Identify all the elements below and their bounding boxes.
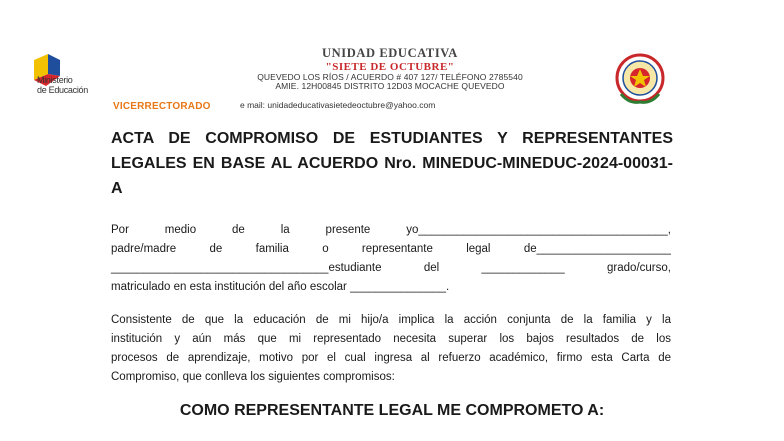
word: de bbox=[631, 333, 645, 345]
word: los bbox=[656, 333, 671, 345]
word: necesita bbox=[393, 333, 437, 345]
word: ingresa bbox=[374, 352, 413, 364]
consent-line-1 bbox=[111, 311, 671, 330]
word: esta bbox=[590, 352, 613, 364]
word: la bbox=[583, 314, 593, 326]
word: padre/madre bbox=[111, 243, 177, 255]
word: familia bbox=[255, 243, 289, 255]
word: procesos bbox=[111, 352, 158, 364]
word: presente bbox=[325, 224, 371, 236]
consent-line-2 bbox=[111, 330, 671, 349]
word: que bbox=[257, 333, 277, 345]
address-line-1: QUEVEDO LOS RÍOS / ACUERDO # 407 127/ TELÉFONO 2785540 bbox=[257, 72, 523, 82]
word: o bbox=[322, 243, 329, 255]
word: motivo bbox=[259, 352, 294, 364]
word: Por bbox=[111, 224, 129, 236]
student-blank: de_____________________ bbox=[523, 243, 671, 255]
word: superar bbox=[448, 333, 488, 345]
ministry-logo-line-1: Ministerio bbox=[37, 75, 73, 85]
word: del bbox=[423, 262, 440, 274]
word: el bbox=[326, 352, 336, 364]
school-seal-icon bbox=[615, 52, 665, 107]
school-header bbox=[230, 46, 550, 91]
intro-line-2 bbox=[111, 240, 671, 259]
student-name-blank: __________________________________estudiante bbox=[111, 262, 382, 274]
intro-line-3 bbox=[111, 259, 671, 278]
word: implica bbox=[398, 314, 435, 326]
intro-line-1 bbox=[111, 221, 671, 240]
document-title: ACTA DE COMPROMISO DE ESTUDIANTES Y REPRESENTANTES LEGALES EN BASE AL ACUERDO Nro. MINEDUC-MINEDUC-2024-00031-A bbox=[111, 130, 673, 197]
word: hijo/a bbox=[361, 314, 389, 326]
ministry-logo-text bbox=[37, 75, 88, 95]
word: representado bbox=[313, 333, 382, 345]
word: de bbox=[232, 224, 245, 236]
word: la bbox=[234, 314, 244, 326]
word: de bbox=[166, 352, 180, 364]
consent-line-3 bbox=[111, 349, 671, 368]
word: Consistente bbox=[111, 314, 172, 326]
word: de bbox=[658, 352, 671, 364]
word: de bbox=[560, 314, 574, 326]
word: cual bbox=[344, 352, 366, 364]
word: legal bbox=[466, 243, 491, 255]
school-subtitle: "SIETE DE OCTUBRE" bbox=[325, 61, 455, 73]
word: familia bbox=[602, 314, 636, 326]
vicerrectorado-label: VICERRECTORADO bbox=[113, 101, 211, 112]
email-line: e mail: unidadeducativasietedeoctubre@yahoo.com bbox=[240, 100, 436, 110]
word: acción bbox=[463, 314, 497, 326]
word: y bbox=[646, 314, 652, 326]
word: de bbox=[209, 243, 223, 255]
word: Carta bbox=[621, 352, 650, 364]
word: de bbox=[315, 314, 329, 326]
word: medio bbox=[164, 224, 197, 236]
word: educación bbox=[253, 314, 306, 326]
intro-paragraph bbox=[111, 221, 671, 297]
word: los bbox=[499, 333, 515, 345]
word: refuerzo bbox=[438, 352, 481, 364]
consent-line-4: Compromiso, que conlleva los siguientes compromisos: bbox=[111, 371, 395, 383]
word: grado/curso, bbox=[607, 262, 671, 274]
word: al bbox=[420, 352, 430, 364]
grade-blank: _____________ bbox=[481, 262, 565, 274]
name-blank: yo_______________________________________, bbox=[406, 224, 671, 236]
word: más bbox=[223, 333, 246, 345]
word: la bbox=[280, 224, 290, 236]
word: bajos bbox=[526, 333, 554, 345]
word: conjunta bbox=[507, 314, 551, 326]
word: por bbox=[301, 352, 319, 364]
word: resultados bbox=[566, 333, 620, 345]
word: la bbox=[444, 314, 454, 326]
word: aprendizaje, bbox=[187, 352, 251, 364]
consent-paragraph bbox=[111, 311, 671, 387]
word: mi bbox=[288, 333, 302, 345]
word: aún bbox=[192, 333, 212, 345]
word: firmo bbox=[556, 352, 583, 364]
word: y bbox=[174, 333, 181, 345]
word: mi bbox=[338, 314, 351, 326]
address-line-2: AMIE. 12H00845 DISTRITO 12D03 MOCACHE QUEVEDO bbox=[275, 81, 505, 91]
commitment-heading: COMO REPRESENTANTE LEGAL ME COMPROMETO A: bbox=[179, 402, 605, 419]
word: que bbox=[204, 314, 224, 326]
school-name: UNIDAD EDUCATIVA bbox=[322, 46, 458, 60]
word: representante bbox=[361, 243, 433, 255]
word: la bbox=[662, 314, 671, 326]
intro-line-4: matriculado en esta institución del año escolar _______________. bbox=[111, 281, 450, 293]
word: académico, bbox=[489, 352, 549, 364]
word: institución bbox=[111, 333, 163, 345]
ministry-logo-line-2: de Educación bbox=[37, 85, 88, 95]
word: de bbox=[181, 314, 195, 326]
